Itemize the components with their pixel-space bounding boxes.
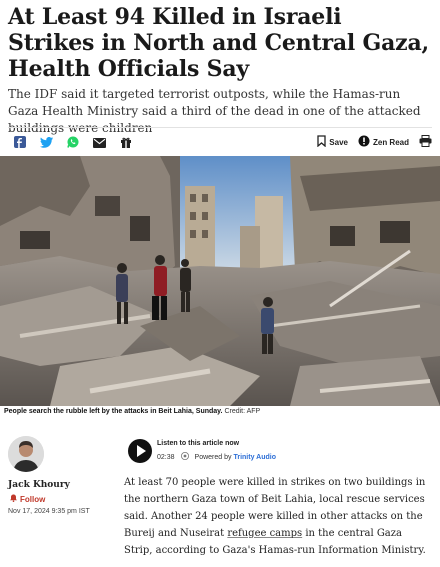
article-headline: At Least 94 Killed in Israeli Strikes in North and Central Gaza, Health Officials Say	[8, 4, 429, 82]
facebook-icon[interactable]	[14, 135, 26, 153]
save-button[interactable]	[317, 135, 348, 149]
article-subhead: The IDF said it targeted terrorist outposts, while the Hamas-run Gaza Health Ministry said a third of the dead in one of the attacked buildings were children	[8, 87, 421, 135]
twitter-icon[interactable]	[40, 135, 53, 153]
gift-icon[interactable]	[120, 135, 132, 153]
body-text-1: At least 70 people were killed in strikes on two buildings in the northern Gaza town of Beit Lahia, local rescue services said. Another 24 people were killed in other attacks on the Bureij and Nuseirat	[124, 477, 426, 539]
print-icon[interactable]	[419, 135, 432, 149]
trinity-audio-link[interactable]: Trinity Audio	[233, 453, 276, 461]
audio-duration: 02:38	[157, 453, 175, 461]
publish-date: Nov 17, 2024 9:35 pm IST	[8, 508, 90, 515]
refugee-camps-link[interactable]: refugee camps	[227, 528, 303, 539]
trinity-logo-icon	[181, 452, 189, 462]
article-body-paragraph	[124, 474, 430, 559]
body-text-2: in the central Gaza Strip, according to Gaza's Hamas-run Information Ministry.	[124, 528, 426, 556]
bell-icon	[10, 494, 17, 504]
author-name[interactable]: Jack Khoury	[8, 480, 70, 490]
article-toolbar	[8, 127, 432, 156]
follow-button[interactable]	[10, 494, 45, 504]
zen-icon	[358, 135, 370, 149]
reading-tools	[317, 135, 432, 149]
audio-meta	[157, 452, 276, 462]
article-photo	[0, 156, 440, 406]
zen-read-button[interactable]	[358, 135, 409, 149]
save-label: Save	[329, 137, 348, 147]
avatar[interactable]	[8, 436, 44, 472]
share-bar	[14, 135, 132, 153]
bookmark-icon	[317, 135, 326, 149]
zen-read-label: Zen Read	[372, 137, 409, 147]
play-button[interactable]	[128, 439, 152, 463]
caption-text: People search the rubble left by the attacks in Beit Lahia, Sunday.	[4, 408, 223, 415]
audio-title: Listen to this article now	[157, 440, 240, 447]
email-icon[interactable]	[93, 135, 106, 153]
powered-by-label: Powered by	[194, 453, 232, 461]
caption-credit: Credit: AFP	[224, 408, 261, 415]
photo-caption	[4, 408, 260, 415]
whatsapp-icon[interactable]	[67, 135, 79, 153]
audio-player	[128, 437, 428, 465]
follow-label: Follow	[20, 494, 46, 504]
